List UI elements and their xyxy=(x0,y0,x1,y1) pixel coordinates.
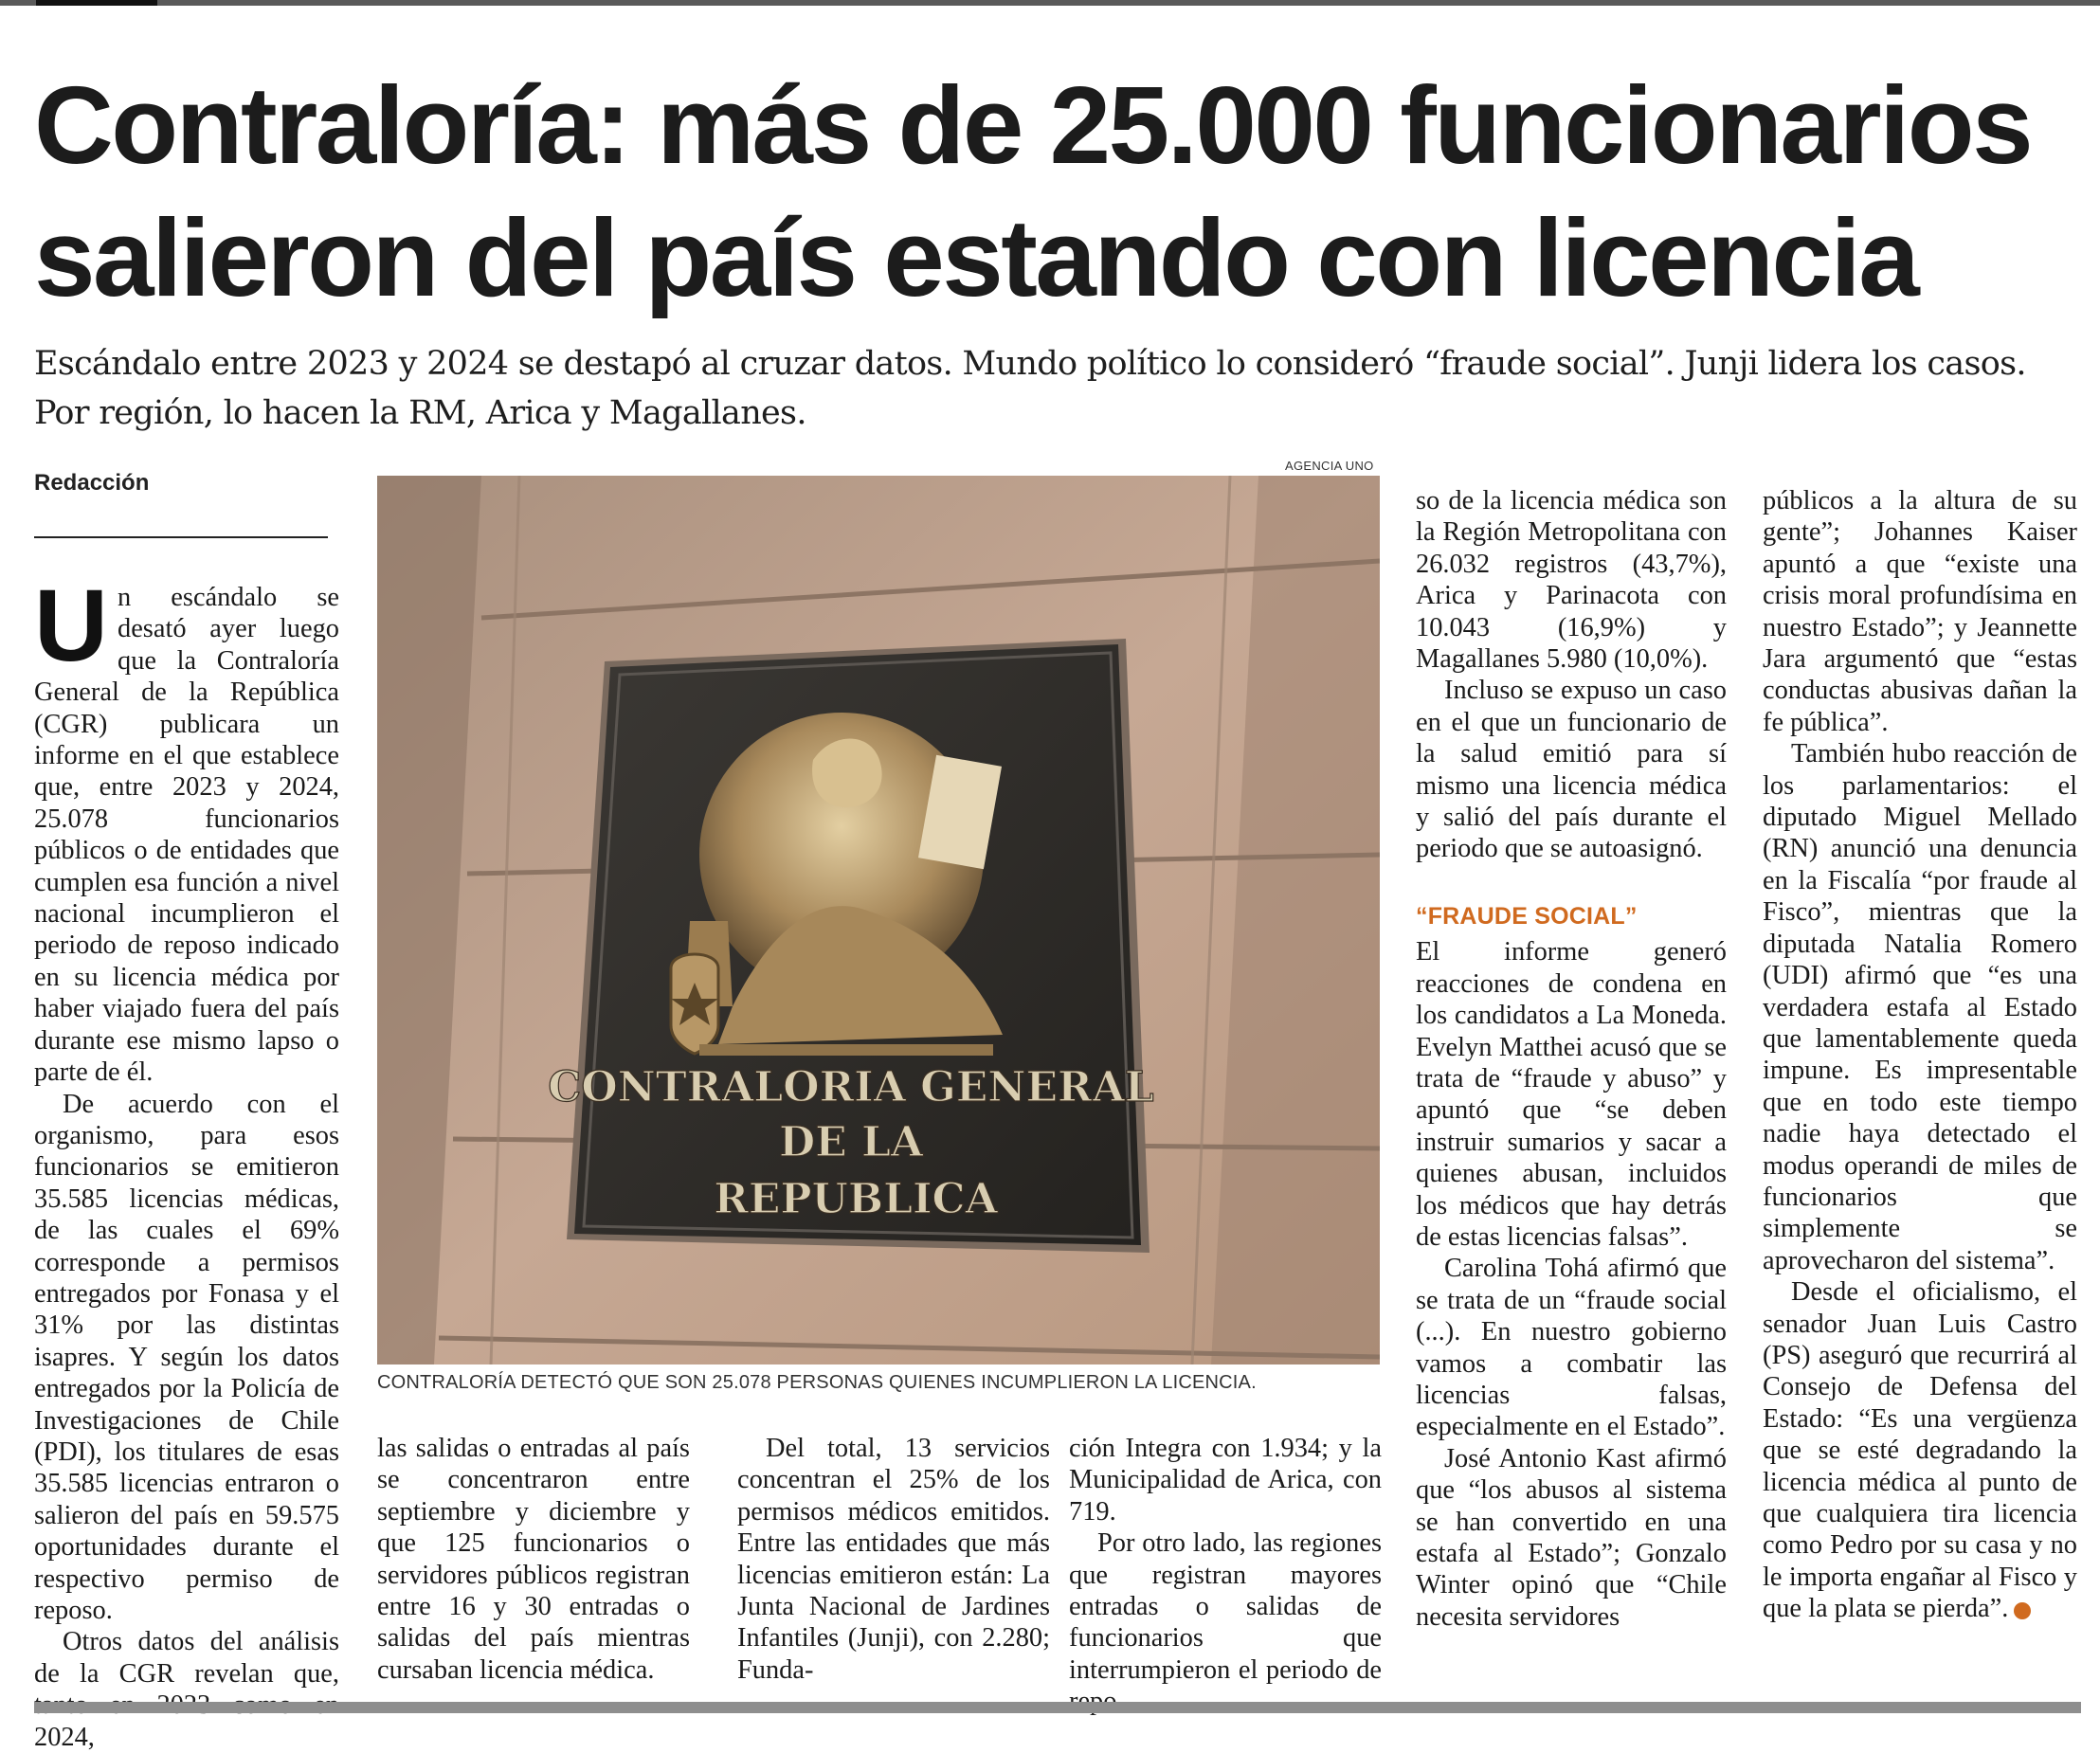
headline-line-1: Contraloría: más de 25.000 funcionarios xyxy=(34,63,2032,187)
top-rule xyxy=(0,0,2100,6)
paragraph: De acuerdo con el organismo, para esos funcionarios se emitieron 35.585 licencias médicas, de las cuales el 69% corresponde a permisos entregados por Fonasa y el 31% por las distintas isapres. Y según los datos entregados por la Policía de Investigaciones de Chile (PDI), los titulares de esas 35.585 licencias entraron o salieron del país en 59.575 oportunidades durante el respectivo permiso de reposo. xyxy=(34,1089,339,1625)
paragraph: las salidas o entradas al país se concentraron entre septiembre y diciembre y que 125 funcionarios o servidores públicos registran entre 16 y 30 entradas o salidas del país mientras cursaban licencia médica. xyxy=(377,1434,690,1685)
plaque-text-line-3: REPUBLICA xyxy=(714,1175,998,1223)
paragraph: Otros datos del análisis de la CGR revelan que, 2024, xyxy=(34,1627,339,1752)
paragraph: También hubo reacción de los parlamentarios: el diputado Miguel Mellado (RN) anunció una denuncia en la Fiscalía “por fraude al Fisco”, mientras que la diputada Natalia Romero (UDI) afirmó que “es una verdadera estafa al Estado que lamentablemente queda impune. Es impresentable que en todo este tiempo nadie haya detectado el modus operandi de miles de funcionarios que simplemente se aprovecharon del sistema”. xyxy=(1763,739,2077,1275)
paragraph: Por otro lado, las regiones que registran mayores entradas o salidas de funcionarios que interrumpieron el periodo de xyxy=(1069,1528,1382,1685)
final-paragraph xyxy=(1763,1276,2077,1624)
plaque-illustration xyxy=(377,476,1380,1364)
paragraph: Incluso se expuso un caso en el que un funcionario de la salud emitió para sí mismo una licencia médica y salió del país durante el periodo que se autoasignó. xyxy=(1416,676,1727,864)
paragraph: ción Integra con 1.934; y la Municipalidad de Arica, con 719. xyxy=(1069,1434,1382,1527)
body-column-4 xyxy=(1069,1433,1382,1718)
paragraph: Del total, 13 servicios concentran el 25% de los permisos médicos emitidos. Entre las entidades que más licencias emitieron están: La Junta Nacional de Jardines Infantiles (Junji), con 2.280; Funda- xyxy=(737,1434,1050,1685)
paragraph: so de la licencia médica son la Región Metropolitana con 26.032 registros (43,7%), Arica y Parinacota con 10.043 (16,9%) y Magallanes 5.980 (10,0%). xyxy=(1416,486,1727,675)
lead-text: n escándalo se desató ayer luego que la Contraloría General de la República (CGR) publicara un informe en el que establece que, entre 2023 y 2024, 25.078 funcionarios públicos o de entidades que cumplen esa función a nivel nacional incumplieron el periodo de reposo indicado en su licencia médica por haber viajado fuera del país durante ese mismo lapso o parte de él. xyxy=(34,583,339,1088)
byline-rule xyxy=(34,536,328,538)
body-column-3 xyxy=(737,1433,1050,1686)
end-mark-icon xyxy=(2014,1602,2031,1619)
photo-contraloria-plaque xyxy=(377,476,1380,1364)
deck-subtitle: Escándalo entre 2023 y 2024 se destapó al cruzar datos. Mundo político lo consideró “fraude social”. Junji lidera los casos. Por región, lo hacen la RM, Arica y Magallanes. xyxy=(34,345,2026,432)
byline: Redacción xyxy=(34,470,150,496)
body-column-6 xyxy=(1763,485,2077,1625)
body-column-2 xyxy=(377,1433,690,1686)
body-column-1 xyxy=(34,568,339,1753)
paragraph: José Antonio Kast afirmó que “los abusos al sistema se han convertido en una estafa al Estado”; Gonzalo Winter opinó que “Chile necesita servidores xyxy=(1416,1443,1727,1632)
lead-paragraph xyxy=(34,568,339,1089)
plaque-text-line-2: DE LA xyxy=(778,1118,924,1166)
body-column-5 xyxy=(1416,485,1727,1633)
paragraph-text: Desde el oficialismo, el senador Juan Luis Castro (PS) aseguró que recurrirá al Consejo de Defensa del Estado: “Es una vergüenza que se esté degradando la licencia médica al punto de que cualquiera tira licencia como Pedro por su casa y no le importa engañar al Fisco y que la plata se pierda”. xyxy=(1763,1277,2077,1624)
headline-line-2: salieron del país estando con licencia xyxy=(34,196,1918,319)
headline xyxy=(34,59,2081,324)
paragraph: Carolina Tohá afirmó que se trata de un “fraude social (...). En nuestro gobierno vamos a combatir las licencias falsas, especialmente en el Estado”. xyxy=(1416,1254,1727,1442)
photo-credit: AGENCIA UNO xyxy=(1285,459,1374,473)
drop-cap: U xyxy=(34,568,108,682)
paragraph: El informe generó reacciones de condena en los candidatos a La Moneda. Evelyn Matthei acusó que se trata de “fraude y abuso” y apuntó que “se deben instruir sumarios y sacar a quienes abusan, incluidos los médicos que hay detrás de estas licencias falsas”. xyxy=(1416,937,1727,1252)
section-tab xyxy=(36,0,157,6)
photo-caption: CONTRALORÍA DETECTÓ QUE SON 25.078 PERSONAS QUIENES INCUMPLIERON LA LICENCIA. xyxy=(377,1372,1257,1393)
plaque-text-line-1: CONTRALORIA GENERAL xyxy=(548,1063,1154,1111)
bottom-rule xyxy=(34,1702,2081,1713)
paragraph: públicos a la altura de su gente”; Johannes Kaiser apuntó a que “existe una crisis moral profundísima en nuestro Estado”; y Jeannette Jara argumentó que “estas conductas abusivas dañan la fe pública”. xyxy=(1763,486,2077,737)
section-subhead: “FRAUDE SOCIAL” xyxy=(1416,902,1638,930)
